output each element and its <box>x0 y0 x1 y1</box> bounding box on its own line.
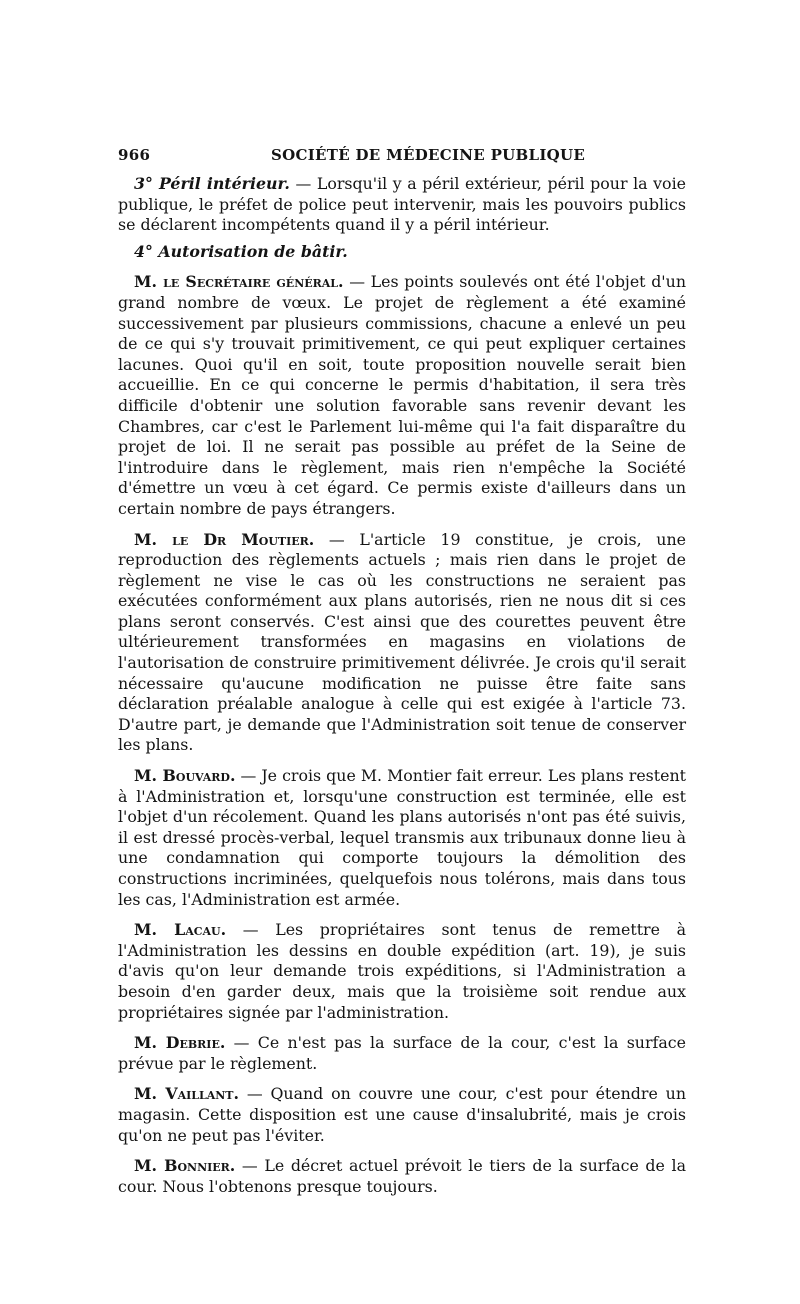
speaker-title: M. <box>134 920 175 940</box>
intervention-paragraph <box>118 1033 686 1074</box>
speaker-name: le Secrétaire général. <box>163 272 344 292</box>
intervention-paragraph <box>118 1156 686 1197</box>
page-body <box>118 174 686 1207</box>
speaker-title: M. <box>134 1084 166 1104</box>
intervention-text: — Je crois que M. Montier fait erreur. Les plans restent à l'Administration et, lorsqu'une construction est terminée, elle est l'objet d'un récolement. Quand les plans autorisés n'ont pas été suivis, il est dressé procès-verbal, lequel transmis aux tribunaux donne lieu à une condamnation qui comporte toujours la démolition des constructions incriminées, quelquefois nous tolérons, mais dans tous les cas, l'Administration est armée. <box>118 766 686 909</box>
speaker-name: le Dr Moutier. <box>172 529 315 549</box>
intervention-text: — Les propriétaires sont tenus de remettre à l'Administration les dessins en double expédition (art. 19), je suis d'avis qu'on leur demande trois expéditions, si l'Administration a besoin d'en garder deux, mais que la troisième soit rendue aux propriétaires signée par l'administration. <box>118 920 686 1022</box>
intervention-paragraph <box>118 920 686 1023</box>
intervention-text: — Ce n'est pas la surface de la cour, c'est la surface prévue par le règlement. <box>118 1033 686 1073</box>
speaker-name: Bouvard. <box>162 766 236 786</box>
speaker-name: Bonnier. <box>164 1156 236 1176</box>
intervention-text: — L'article 19 constitue, je crois, une reproduction des règlements actuels ; mais rien dans le projet de règlement ne vise le cas où les constructions ne seraient pas exécutées conformément aux plans autorisés, rien ne nous dit si ces plans seront conservés. C'est ainsi que des courettes peuvent être ultérieurement transformées en magasins en violations de l'autorisation de construire primitivement délivrée. Je crois qu'il serait nécessaire qu'aucune modification ne puisse être faite sans déclaration préalable analogue à celle qui est exigée à l'article 73. D'autre part, je demande que l'Administration soit tenue de conserver les plans. <box>118 529 686 755</box>
section-3-paragraph <box>118 174 686 236</box>
page-number: 966 <box>118 146 151 164</box>
section-4-heading-paragraph <box>118 242 686 263</box>
section-3-heading: 3° Péril intérieur. <box>134 174 290 193</box>
speaker-title: M. <box>134 766 163 786</box>
intervention-paragraph <box>118 530 686 757</box>
speaker-name: Lacau. <box>174 920 227 940</box>
running-title: SOCIÉTÉ DE MÉDECINE PUBLIQUE <box>271 146 586 164</box>
section-3-text: — Lorsqu'il y a péril extérieur, péril pour la voie publique, le préfet de police peut intervenir, mais les pouvoirs publics se déclarent incompétents quand il y a péril intérieur. <box>118 174 686 235</box>
intervention-paragraph <box>118 272 686 519</box>
speaker-title: M. <box>134 1156 165 1176</box>
intervention-text: — Les points soulevés ont été l'objet d'un grand nombre de vœux. Le projet de règlement a été examiné successivement par plusieurs commissions, chacune a enlevé un peu de ce qui s'y trouvait primitivement, ce qui peut expliquer certaines lacunes. Quoi qu'il en soit, toute proposition nouvelle serait bien accueillie. En ce qui concerne le permis d'habitation, il sera très difficile d'obtenir une solution favorable sans revenir devant les Chambres, car c'est le Parlement lui-même qui l'a fait disparaître du projet de loi. Il ne serait pas possible au préfet de la Seine de l'introduire dans le règlement, mais rien n'empêche la Société d'émettre un vœu à cet égard. Ce permis existe d'ailleurs dans un certain nombre de pays étrangers. <box>118 272 686 518</box>
speaker-name: Debrie. <box>165 1033 226 1053</box>
speaker-title: M. <box>134 1033 166 1053</box>
speaker-name: Vaillant. <box>165 1084 239 1104</box>
speaker-title: M. <box>134 529 173 549</box>
intervention-paragraph <box>118 1084 686 1146</box>
intervention-text: — Le décret actuel prévoit le tiers de la surface de la cour. Nous l'obtenons presque toujours. <box>118 1156 686 1196</box>
intervention-paragraph <box>118 766 686 910</box>
intervention-text: — Quand on couvre une cour, c'est pour étendre un magasin. Cette disposition est une cause d'insalubrité, mais je crois qu'on ne peut pas l'éviter. <box>118 1084 686 1145</box>
section-4-heading: 4° Autorisation de bâtir. <box>134 241 348 261</box>
speaker-title: M. <box>134 272 164 292</box>
